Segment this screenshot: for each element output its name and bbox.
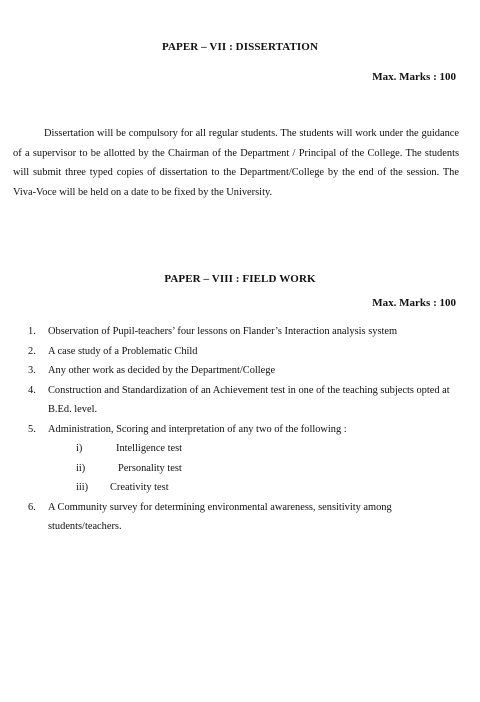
list-item-number: 4. <box>28 384 36 396</box>
sublist-item-number: i) <box>76 443 83 454</box>
list-item <box>28 381 458 420</box>
sublist-item <box>48 439 458 459</box>
sublist-item <box>48 459 458 479</box>
list-item <box>28 361 458 381</box>
sublist-item-text: Intelligence test <box>116 443 183 454</box>
sublist-item-number: ii) <box>76 462 86 474</box>
paper-7-title: PAPER – VII : DISSERTATION <box>161 41 319 53</box>
list-item-number: 1. <box>28 326 36 337</box>
list-item-number: 2. <box>28 345 36 357</box>
sublist-item-number: iii) <box>76 482 89 493</box>
paper-7-description: Dissertation will be compulsory for all regular students. The students will work under the guidance of a supervisor to be allotted by the Chairman of the Department / Principal of the College. The students will submit three typed copies of dissertation to the Department/College by the end of the session. The Viva-Voce will be held on a date to be fixed by the University. <box>13 128 459 198</box>
list-item-number: 6. <box>28 501 36 513</box>
list-item <box>28 342 458 362</box>
list-item-text: Observation of Pupil-teachers’ four lessons on Flander’s Interaction analysis system <box>48 326 398 337</box>
paper-7-max-marks: Max. Marks : 100 <box>372 71 456 83</box>
list-item-text: A Community survey for determining environmental awareness, sensitivity among students/teachers. <box>48 501 392 532</box>
list-item-number: 3. <box>28 365 36 376</box>
sublist-item <box>48 478 458 498</box>
list-item <box>28 322 458 342</box>
sublist-item-text: Creativity test <box>110 482 169 493</box>
list-item <box>28 498 458 537</box>
field-work-list <box>28 322 458 537</box>
list-item <box>28 420 458 498</box>
list-item-text: Administration, Scoring and interpretation of any two of the following : <box>48 423 347 435</box>
sublist-item-text: Personality test <box>118 462 182 474</box>
list-item-text: Construction and Standardization of an Achievement test in one of the teaching subjects opted at B.Ed. level. <box>48 384 450 415</box>
list-item-number: 5. <box>28 423 36 435</box>
list-item-text: A case study of a Problematic Child <box>48 345 198 357</box>
paper-8-max-marks: Max. Marks : 100 <box>372 297 456 309</box>
paper-8-title: PAPER – VIII : FIELD WORK <box>164 273 316 285</box>
test-sublist <box>48 439 458 498</box>
list-item-text: Any other work as decided by the Department/College <box>48 365 276 376</box>
